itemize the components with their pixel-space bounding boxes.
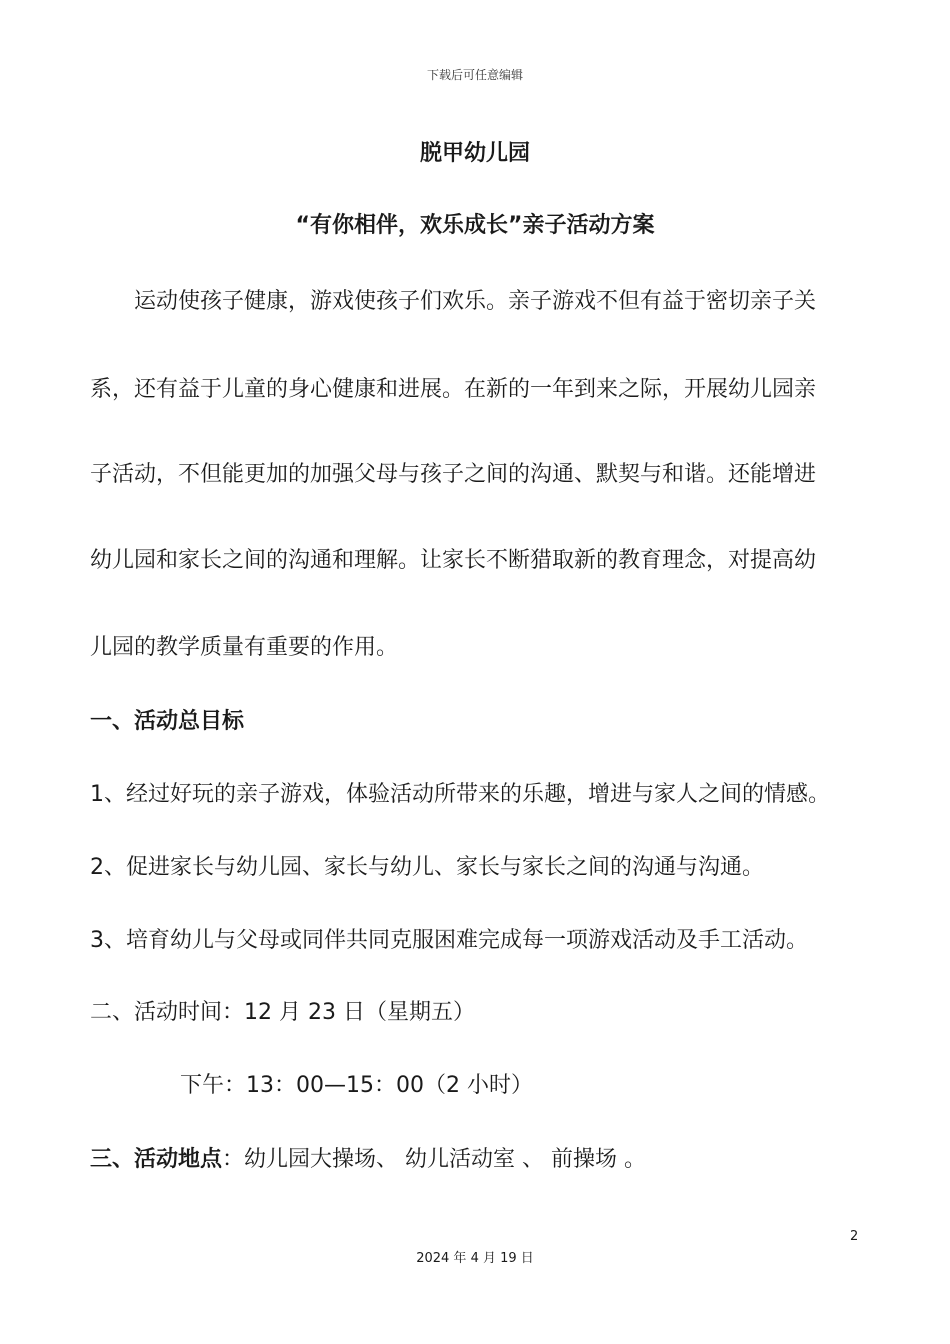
document-subtitle: “有你相伴，欢乐成长”亲子活动方案 — [295, 213, 655, 238]
document-title: 脱甲幼儿园 — [419, 141, 530, 166]
goal-item-1: 1、经过好玩的亲子游戏，体验活动所带来的乐趣，增进与家人之间的情感。 — [90, 782, 830, 807]
goal-item-2: 2、促进家长与幼儿园、家长与幼儿、家长与家长之间的沟通与沟通。 — [90, 855, 764, 880]
intro-line-2: 系，还有益于儿童的身心健康和进展。在新的一年到来之际，开展幼儿园亲 — [90, 377, 817, 402]
page-number: 2 — [850, 1229, 859, 1244]
intro-line-4: 幼儿园和家长之间的沟通和理解。让家长不断猎取新的教育理念，对提高幼 — [90, 548, 817, 573]
activity-location-row — [90, 1142, 646, 1173]
section-heading-goals: 一、活动总目标 — [90, 709, 245, 734]
intro-line-1: 运动使孩子健康，游戏使孩子们欢乐。亲子游戏不但有益于密切亲子关 — [90, 289, 817, 314]
activity-location-value: ：幼儿园大操场、 幼儿活动室 、 前操场 。 — [222, 1147, 646, 1172]
intro-line-3: 子活动，不但能更加的加强父母与孩子之间的沟通、默契与和谐。还能增进 — [90, 462, 817, 487]
activity-date: 12 月 23 日（星期五） — [244, 1000, 475, 1025]
goal-item-3: 3、培育幼儿与父母或同伴共同克服困难完成每一项游戏活动及手工活动。 — [90, 928, 808, 953]
header-note: 下载后可任意编辑 — [426, 68, 523, 82]
intro-line-5: 儿园的教学质量有重要的作用。 — [90, 635, 399, 660]
activity-time-range: 下午：13：00—15：00（2 小时） — [180, 1073, 533, 1098]
activity-time-label: 二、活动时间： — [90, 1000, 245, 1025]
activity-location-label: 三、活动地点 — [90, 1147, 223, 1172]
footer-date: 2024 年 4 月 19 日 — [416, 1251, 534, 1266]
activity-time-row — [90, 995, 475, 1026]
